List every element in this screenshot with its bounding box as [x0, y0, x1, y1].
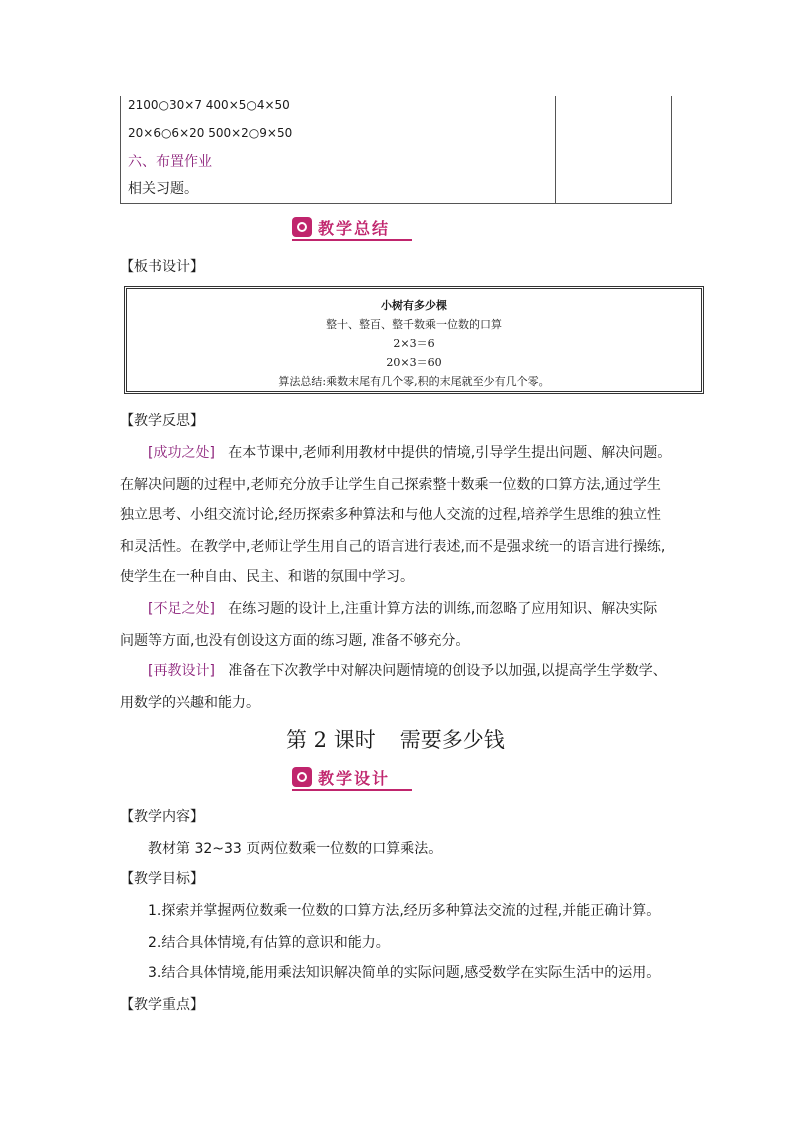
lesson-2-number: 第 2 课时 — [286, 728, 376, 752]
table-column-divider — [555, 96, 556, 203]
compare-exercise-row-2: 20×6○6×20 500×2○9×50 — [128, 126, 293, 140]
section-6-title: 六、布置作业 — [128, 154, 212, 170]
shortfall-line-1 — [148, 598, 657, 618]
badge-underline — [292, 239, 412, 241]
success-line-5: 使学生在一种自由、民主、和谐的氛围中学习。 — [120, 569, 414, 585]
goal-item-3: 3.结合具体情境,能用乘法知识解决简单的实际问题,感受数学在实际生活中的运用。 — [148, 965, 661, 981]
board-equation-2: 20×3＝60 — [386, 356, 442, 369]
success-line-3: 独立思考、小组交流讨论,经历探索多种算法和与他人交流的过程,培养学生思维的独立性 — [120, 507, 661, 523]
homework-table — [120, 96, 672, 204]
redesign-line-1 — [148, 660, 667, 680]
compare-exercise-row-1: 2100○30×7 400×5○4×50 — [128, 98, 290, 112]
board-equation-1: 2×3＝6 — [393, 337, 435, 350]
shortfall-text-1: 在练习题的设计上,注重计算方法的训练,而忽略了应用知识、解决实际 — [228, 601, 658, 617]
teaching-design-badge — [292, 766, 412, 790]
badge-label: 教学设计 — [318, 769, 391, 788]
focus-heading: 【教学重点】 — [120, 997, 204, 1013]
success-line-4: 和灵活性。在教学中,老师让学生用自己的语言进行表述,而不是强求统一的语言进行操练, — [120, 539, 666, 555]
goal-item-1: 1.探索并掌握两位数乘一位数的口算方法,经历多种算法交流的过程,并能正确计算。 — [148, 903, 661, 919]
reflection-heading: 【教学反思】 — [120, 413, 204, 429]
lesson-2-title — [286, 724, 505, 754]
redesign-tag: [再教设计] — [148, 663, 215, 679]
redesign-line-2: 用数学的兴趣和能力。 — [120, 695, 260, 711]
content-heading: 【教学内容】 — [120, 809, 204, 825]
success-tag: [成功之处] — [148, 445, 215, 461]
board-design-box — [124, 286, 704, 394]
goals-heading: 【教学目标】 — [120, 871, 204, 887]
board-subtitle: 整十、整百、整千数乘一位数的口算 — [326, 318, 502, 331]
board-title: 小树有多少棵 — [381, 299, 447, 312]
goal-item-2: 2.结合具体情境,有估算的意识和能力。 — [148, 935, 390, 951]
badge-logo-icon — [292, 217, 312, 237]
content-text: 教材第 32~33 页两位数乘一位数的口算乘法。 — [148, 841, 443, 857]
badge-underline — [292, 789, 412, 791]
success-line-1 — [148, 442, 671, 462]
success-line-2: 在解决问题的过程中,老师充分放手让学生自己探索整十数乘一位数的口算方法,通过学生 — [120, 477, 661, 493]
lesson-2-name: 需要多少钱 — [399, 728, 505, 752]
section-6-text: 相关习题。 — [128, 181, 198, 197]
redesign-text-1: 准备在下次教学中对解决问题情境的创设予以加强,以提高学生学数学、 — [228, 663, 667, 679]
board-rule: 算法总结:乘数末尾有几个零,积的末尾就至少有几个零。 — [278, 375, 550, 388]
board-design-heading: 【板书设计】 — [120, 259, 204, 275]
badge-label: 教学总结 — [318, 219, 391, 238]
shortfall-line-2: 问题等方面,也没有创设这方面的练习题, 准备不够充分。 — [120, 633, 470, 649]
shortfall-tag: [不足之处] — [148, 601, 215, 617]
teaching-summary-badge — [292, 216, 412, 240]
success-text-1: 在本节课中,老师利用教材中提供的情境,引导学生提出问题、解决问题。 — [228, 445, 672, 461]
badge-logo-icon — [292, 767, 312, 787]
